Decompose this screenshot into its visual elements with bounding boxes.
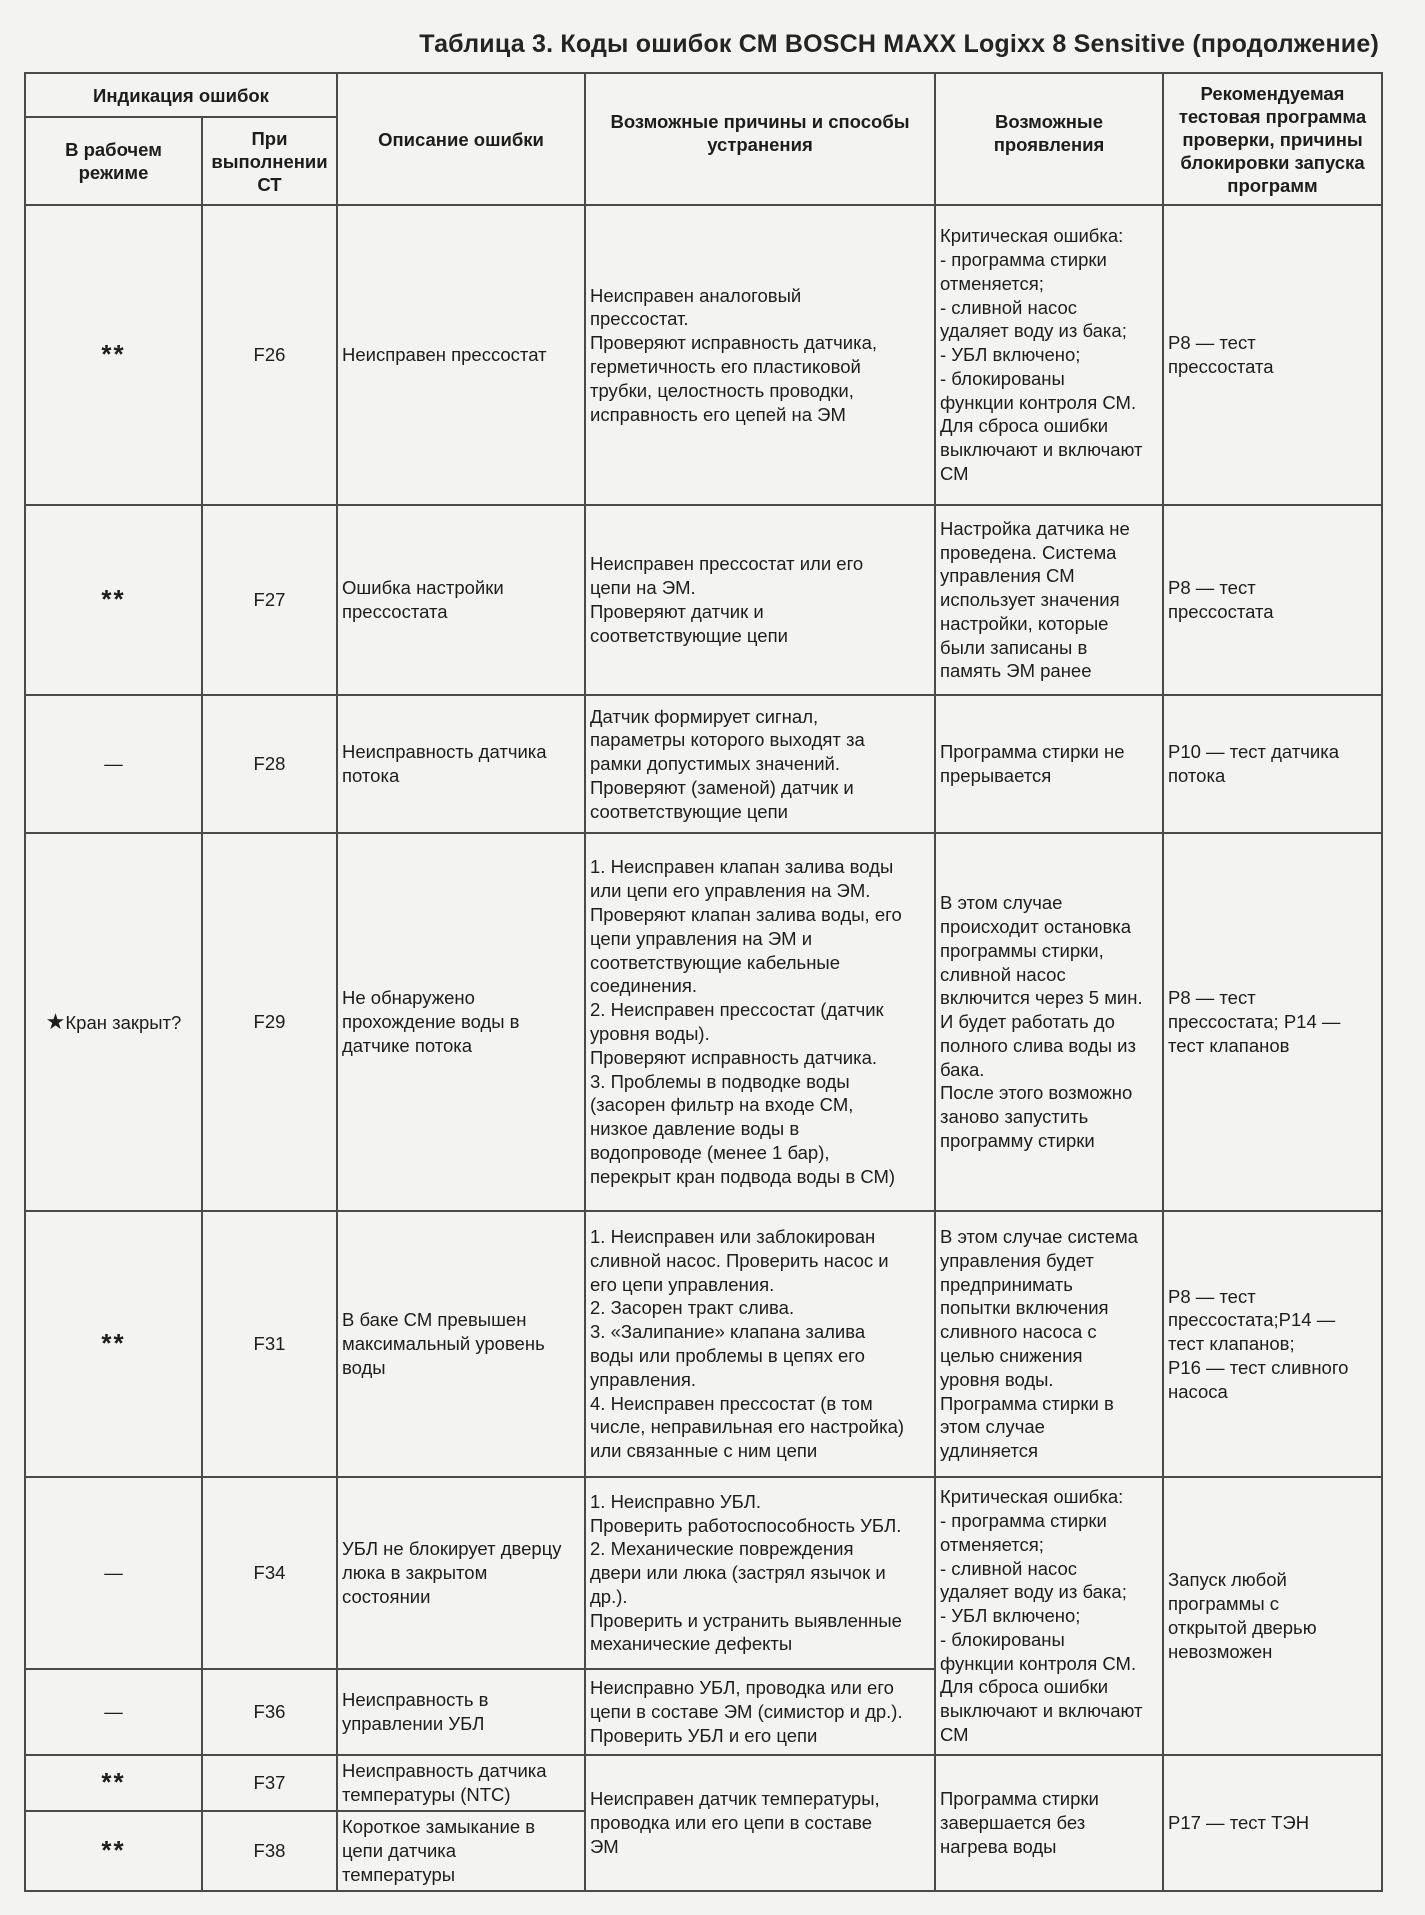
error-description: УБЛ не блокирует дверцу люка в закрытом состоянии — [337, 1477, 585, 1669]
test-program: Р8 — тест прессостата;Р14 — тест клапанов; Р16 — тест сливного насоса — [1163, 1211, 1382, 1477]
work-mode-indication: ** — [25, 505, 202, 695]
error-code: F34 — [202, 1477, 337, 1669]
error-code: F29 — [202, 833, 337, 1211]
error-description: Неисправность датчика потока — [337, 695, 585, 833]
test-program: Р8 — тест прессостата — [1163, 205, 1382, 505]
error-causes: Неисправен аналоговый прессостат. Проверяют исправность датчика, герметичность его пластиковой трубки, целостность проводки, исправность его цепей на ЭМ — [585, 205, 935, 505]
table-row — [25, 205, 1382, 505]
header-symptoms: Возможные проявления — [935, 73, 1163, 205]
work-mode-indication: — — [25, 1669, 202, 1755]
error-causes: 1. Неисправно УБЛ. Проверить работоспособность УБЛ. 2. Механические повреждения двери или люка (застрял язычок и др.). Проверить и устранить выявленные механические дефекты — [585, 1477, 935, 1669]
work-mode-indication: ** — [25, 1755, 202, 1811]
error-symptoms: В этом случае происходит остановка программы стирки, сливной насос включится через 5 мин. И будет работать до полного слива воды из бака. После этого возможно заново запустить программу стирки — [935, 833, 1163, 1211]
error-code: F27 — [202, 505, 337, 695]
test-program: Р17 — тест ТЭН — [1163, 1755, 1382, 1891]
error-symptoms: Критическая ошибка: - программа стирки отменяется; - сливной насос удаляет воду из бака; - УБЛ включено; - блокированы функции контроля СМ. Для сброса ошибки выключают и включают СМ — [935, 1477, 1163, 1755]
table-row — [25, 1211, 1382, 1477]
error-description: В баке СМ превышен максимальный уровень воды — [337, 1211, 585, 1477]
header-error-indication: Индикация ошибок — [25, 73, 337, 117]
table-row — [25, 1755, 1382, 1811]
error-causes: 1. Неисправен клапан залива воды или цепи его управления на ЭМ. Проверяют клапан залива воды, его цепи управления на ЭМ и соответствующие кабельные соединения. 2. Неисправен прессостат (датчик уровня воды). Проверяют исправность датчика. 3. Проблемы в подводке воды (засорен фильтр на входе СМ, низкое давление воды в водопроводе (менее 1 бар), перекрыт кран подвода воды в СМ) — [585, 833, 935, 1211]
error-description: Неисправность датчика температуры (NTC) — [337, 1755, 585, 1811]
header-work-mode: В рабочем режиме — [25, 117, 202, 205]
table-row — [25, 505, 1382, 695]
error-description: Неисправность в управлении УБЛ — [337, 1669, 585, 1755]
error-code: F38 — [202, 1811, 337, 1891]
table-row — [25, 833, 1382, 1211]
header-description: Описание ошибки — [337, 73, 585, 205]
error-symptoms: Программа стирки не прерывается — [935, 695, 1163, 833]
error-symptoms: Программа стирки завершается без нагрева воды — [935, 1755, 1163, 1891]
error-description: Ошибка настройки прессостата — [337, 505, 585, 695]
work-mode-indication: — — [25, 695, 202, 833]
error-causes: 1. Неисправен или заблокирован сливной насос. Проверить насос и его цепи управления. 2. Засорен тракт слива. 3. «Залипание» клапана залива воды или проблемы в цепях его управления. 4. Неисправен прессостат (в том числе, неправильная его настройка) или связанные с ним цепи — [585, 1211, 935, 1477]
work-mode-indication: ** — [25, 1211, 202, 1477]
test-program: Р8 — тест прессостата — [1163, 505, 1382, 695]
error-symptoms: Критическая ошибка: - программа стирки отменяется; - сливной насос удаляет воду из бака; - УБЛ включено; - блокированы функции контроля СМ. Для сброса ошибки выключают и включают СМ — [935, 205, 1163, 505]
header-during-st: При выполнении СТ — [202, 117, 337, 205]
work-mode-indication: ★Кран закрыт? — [25, 833, 202, 1211]
header-row — [25, 73, 1382, 117]
error-code: F28 — [202, 695, 337, 833]
star-icon: ★ — [45, 1008, 66, 1034]
table-row — [25, 695, 1382, 833]
error-code: F31 — [202, 1211, 337, 1477]
work-mode-indication: ** — [25, 205, 202, 505]
test-program: Р8 — тест прессостата; Р14 — тест клапанов — [1163, 833, 1382, 1211]
error-code: F36 — [202, 1669, 337, 1755]
test-program: Р10 — тест датчика потока — [1163, 695, 1382, 833]
error-codes-table — [24, 72, 1383, 1892]
table-row — [25, 1477, 1382, 1669]
error-symptoms: В этом случае система управления будет предпринимать попытки включения сливного насоса с целью снижения уровня воды. Программа стирки в этом случае удлиняется — [935, 1211, 1163, 1477]
error-causes: Неисправно УБЛ, проводка или его цепи в составе ЭМ (симистор и др.). Проверить УБЛ и его цепи — [585, 1669, 935, 1755]
error-code: F37 — [202, 1755, 337, 1811]
header-causes: Возможные причины и способы устранения — [585, 73, 935, 205]
page-title: Таблица 3. Коды ошибок СМ BOSCH MAXX Logixx 8 Sensitive (продолжение) — [419, 30, 1379, 58]
error-causes: Неисправен датчик температуры, проводка или его цепи в составе ЭМ — [585, 1755, 935, 1891]
test-program: Запуск любой программы с открытой дверью невозможен — [1163, 1477, 1382, 1755]
error-causes: Неисправен прессостат или его цепи на ЭМ. Проверяют датчик и соответствующие цепи — [585, 505, 935, 695]
header-test-program: Рекомендуемая тестовая программа проверки, причины блокировки запуска программ — [1163, 73, 1382, 205]
error-description: Короткое замыкание в цепи датчика температуры — [337, 1811, 585, 1891]
work-mode-indication: ** — [25, 1811, 202, 1891]
error-causes: Датчик формирует сигнал, параметры которого выходят за рамки допустимых значений. Проверяют (заменой) датчик и соответствующие цепи — [585, 695, 935, 833]
error-code: F26 — [202, 205, 337, 505]
error-description: Неисправен прессостат — [337, 205, 585, 505]
error-description: Не обнаружено прохождение воды в датчике потока — [337, 833, 585, 1211]
work-mode-indication: — — [25, 1477, 202, 1669]
error-symptoms: Настройка датчика не проведена. Система управления СМ использует значения настройки, которые были записаны в память ЭМ ранее — [935, 505, 1163, 695]
